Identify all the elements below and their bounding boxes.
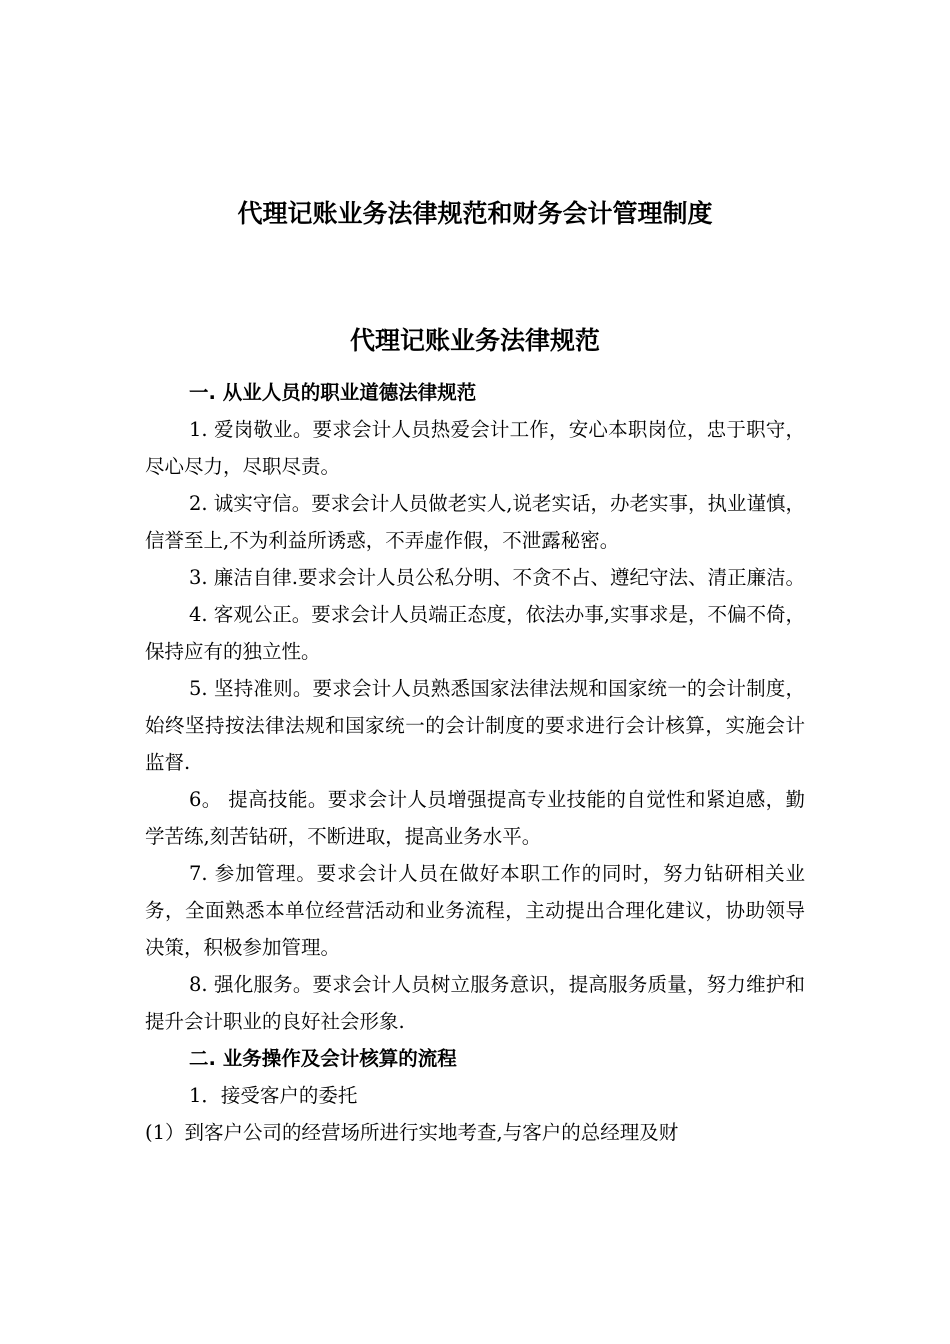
paragraph-4: 4. 客观公正。要求会计人员端正态度，依法办事,实事求是，不偏不倚，保持应有的独立性。 bbox=[145, 603, 806, 663]
section-title: 代理记账业务法律规范 bbox=[349, 326, 600, 355]
paragraph-1: 1. 爱岗敬业。要求会计人员热爱会计工作，安心本职岗位，忠于职守，尽心尽力，尽职尽责。 bbox=[145, 418, 805, 478]
paragraph-5: 5. 坚持准则。要求会计人员熟悉国家法律法规和国家统一的会计制度，始终坚持按法律法规和国家统一的会计制度的要求进行会计核算，实施会计监督. bbox=[145, 677, 805, 774]
paragraph-2: 2. 诚实守信。要求会计人员做老实人,说老实话，办老实事，执业谨慎，信誉至上,不为利益所诱惑，不弄虚作假，不泄露秘密。 bbox=[145, 492, 806, 552]
paragraph-8: 8. 强化服务。要求会计人员树立服务意识，提高服务质量，努力维护和提升会计职业的良好社会形象. bbox=[145, 973, 805, 1033]
paragraph-10: (1）到客户公司的经营场所进行实地考查,与客户的总经理及财 bbox=[145, 1121, 679, 1144]
heading-professional-ethics: 一. 从业人员的职业道德法律规范 bbox=[189, 381, 477, 404]
paragraph-7: 7. 参加管理。要求会计人员在做好本职工作的同时，努力钻研相关业务，全面熟悉本单位经营活动和业务流程，主动提出合理化建议，协助领导决策，积极参加管理。 bbox=[145, 862, 805, 959]
heading-business-process: 二. 业务操作及会计核算的流程 bbox=[189, 1047, 457, 1070]
document-body bbox=[145, 374, 805, 1151]
paragraph-6: 6。 提高技能。要求会计人员增强提高专业技能的自觉性和紧迫感，勤学苦练,刻苦钻研，不断进取，提高业务水平。 bbox=[145, 788, 805, 848]
paragraph-3: 3. 廉洁自律.要求会计人员公私分明、不贪不占、遵纪守法、清正廉洁。 bbox=[189, 566, 806, 589]
document-title: 代理记账业务法律规范和财务会计管理制度 bbox=[237, 199, 713, 228]
paragraph-9: 1．接受客户的委托 bbox=[189, 1084, 358, 1107]
